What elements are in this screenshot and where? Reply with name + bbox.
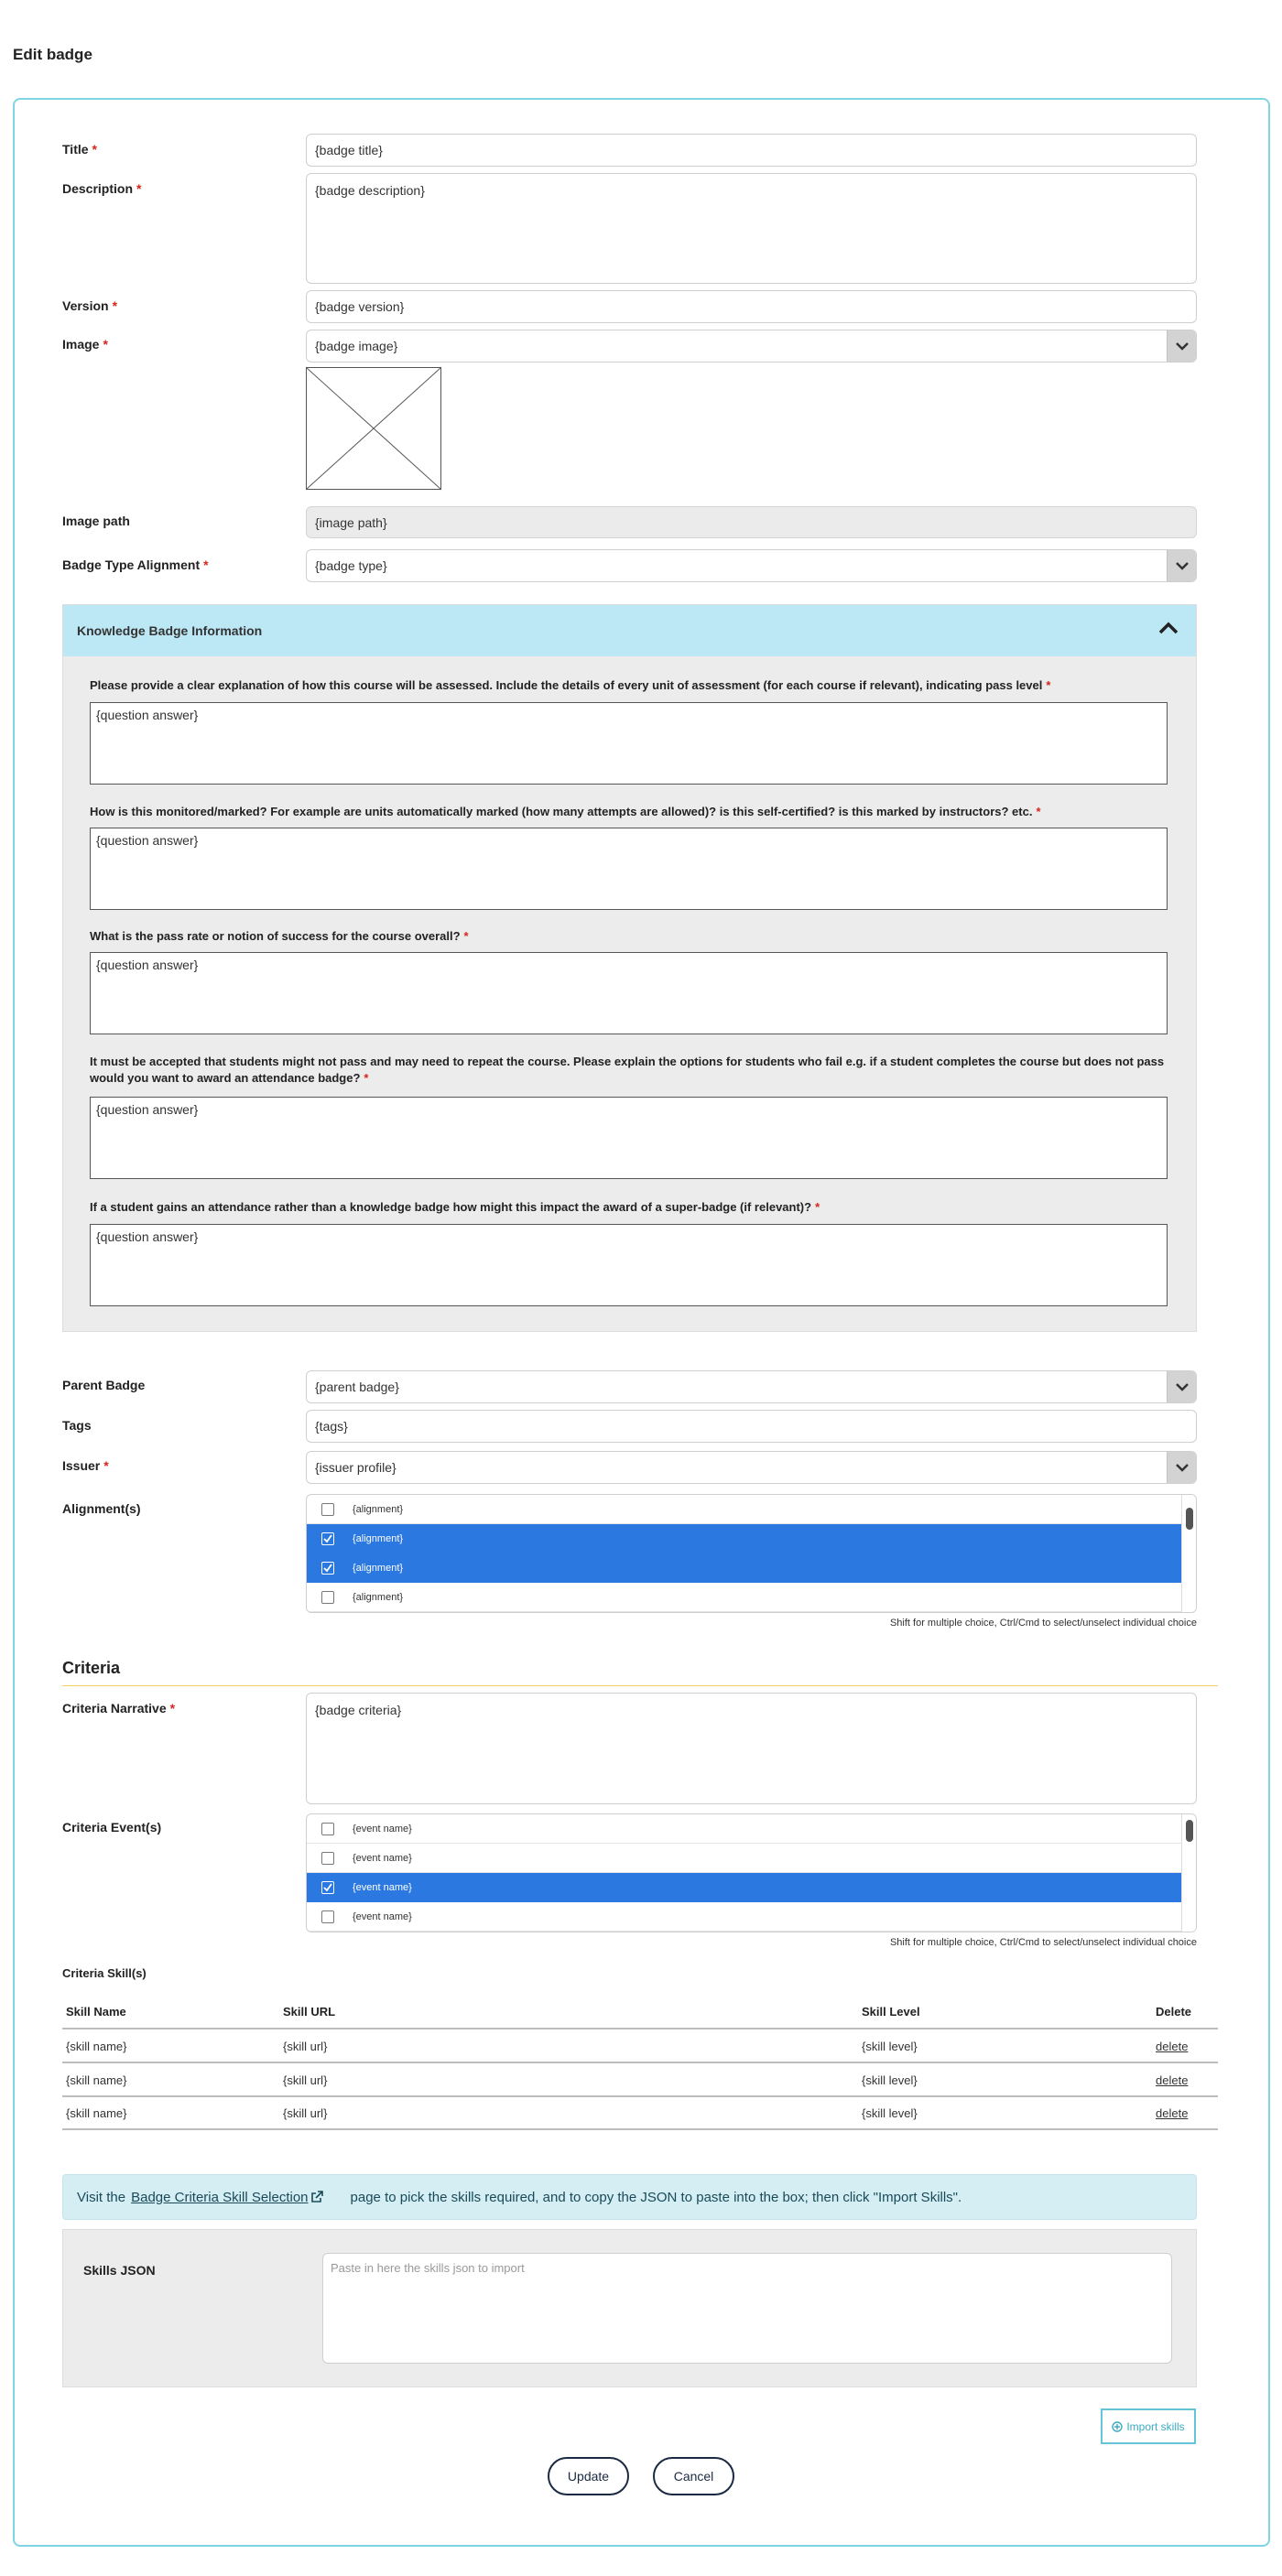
badge-criteria-skill-selection-link[interactable]: Badge Criteria Skill Selection <box>131 2189 309 2205</box>
check-icon <box>322 1533 333 1544</box>
parent-badge-select[interactable]: {parent badge} <box>306 1370 1197 1403</box>
column-header-skill-name: Skill Name <box>66 2005 126 2019</box>
version-label: Version * <box>62 298 118 313</box>
cancel-button[interactable]: Cancel <box>653 2457 734 2495</box>
event-option-label: {event name} <box>353 1881 412 1893</box>
criteria-events-multiselect[interactable] <box>306 1813 1197 1932</box>
checkbox[interactable] <box>321 1823 334 1835</box>
image-select[interactable]: {badge image} <box>306 330 1197 363</box>
check-icon <box>322 1882 333 1893</box>
event-option[interactable] <box>307 1902 1182 1932</box>
checkbox[interactable] <box>321 1591 334 1604</box>
checkbox[interactable] <box>321 1532 334 1545</box>
scrollbar-thumb[interactable] <box>1186 1820 1193 1842</box>
tags-label: Tags <box>62 1418 92 1433</box>
knowledge-badge-heading: Knowledge Badge Information <box>77 623 263 638</box>
badge-type-label: Badge Type Alignment * <box>62 557 209 572</box>
knowledge-badge-panel <box>62 604 1197 1332</box>
criteria-narrative-label: Criteria Narrative * <box>62 1701 176 1716</box>
alignment-option[interactable] <box>307 1553 1182 1583</box>
alignments-multiselect[interactable] <box>306 1494 1197 1613</box>
knowledge-badge-header[interactable] <box>63 605 1196 656</box>
plus-circle-icon <box>1112 2421 1123 2432</box>
alignment-option-label: {alignment} <box>353 1532 404 1544</box>
checkbox[interactable] <box>321 1562 334 1575</box>
update-button[interactable]: Update <box>548 2457 629 2495</box>
badge-image-placeholder <box>306 367 441 490</box>
event-option[interactable] <box>307 1814 1182 1844</box>
question-1-answer[interactable]: {question answer} <box>90 702 1168 785</box>
delete-skill-link[interactable]: delete <box>1156 2040 1189 2053</box>
delete-skill-link[interactable]: delete <box>1156 2106 1189 2120</box>
check-icon <box>322 1563 333 1574</box>
event-option[interactable] <box>307 1873 1182 1902</box>
question-3-answer[interactable]: {question answer} <box>90 952 1168 1034</box>
question-5-answer[interactable]: {question answer} <box>90 1224 1168 1306</box>
skill-level-cell: {skill level} <box>862 2040 918 2053</box>
skill-url-cell: {skill url} <box>283 2106 328 2120</box>
chevron-down-icon[interactable] <box>1167 1371 1196 1402</box>
skill-level-cell: {skill level} <box>862 2106 918 2120</box>
question-1-label: Please provide a clear explanation of how this course will be assessed. Include the details of every unit of assessment (for each course if relevant), indicating pass level * <box>90 678 1051 692</box>
image-path-input: {image path} <box>306 506 1197 538</box>
criteria-divider <box>62 1685 1218 1686</box>
skill-level-cell: {skill level} <box>862 2073 918 2087</box>
page-title: Edit badge <box>13 46 92 63</box>
alignment-option[interactable] <box>307 1495 1182 1524</box>
event-option-label: {event name} <box>353 1823 412 1835</box>
skills-json-panel <box>62 2229 1197 2387</box>
external-link-icon[interactable] <box>310 2191 323 2203</box>
skill-name-cell: {skill name} <box>66 2040 127 2053</box>
skills-json-label: Skills JSON <box>83 2263 156 2278</box>
criteria-skills-label: Criteria Skill(s) <box>62 1966 147 1980</box>
alignment-option-label: {alignment} <box>353 1562 404 1574</box>
question-3-label: What is the pass rate or notion of success for the course overall? * <box>90 929 469 943</box>
title-input[interactable]: {badge title} <box>306 134 1197 167</box>
skill-selection-info <box>62 2174 1197 2220</box>
parent-badge-label: Parent Badge <box>62 1378 146 1392</box>
alignment-option-label: {alignment} <box>353 1591 404 1603</box>
event-option-label: {event name} <box>353 1852 412 1864</box>
criteria-events-label: Criteria Event(s) <box>62 1820 162 1835</box>
scrollbar[interactable] <box>1181 1495 1196 1612</box>
issuer-label: Issuer * <box>62 1458 109 1473</box>
chevron-up-icon[interactable] <box>1157 621 1179 638</box>
table-row-divider <box>62 2095 1218 2097</box>
alignment-option-label: {alignment} <box>353 1503 404 1515</box>
question-2-answer[interactable]: {question answer} <box>90 828 1168 910</box>
question-2-label: How is this monitored/marked? For example are units automatically marked (how many attempts are allowed)? is this self-certified? is this marked by instructors? etc. * <box>90 805 1041 818</box>
skills-json-textarea[interactable]: Paste in here the skills json to import <box>322 2253 1172 2364</box>
alignment-option[interactable] <box>307 1524 1182 1553</box>
skill-name-cell: {skill name} <box>66 2106 127 2120</box>
version-input[interactable]: {badge version} <box>306 290 1197 323</box>
checkbox[interactable] <box>321 1503 334 1516</box>
column-header-skill-url: Skill URL <box>283 2005 336 2019</box>
scrollbar[interactable] <box>1181 1814 1196 1932</box>
checkbox[interactable] <box>321 1852 334 1865</box>
alignments-hint: Shift for multiple choice, Ctrl/Cmd to select/unselect individual choice <box>889 1618 1197 1629</box>
tags-input[interactable]: {tags} <box>306 1410 1197 1443</box>
image-path-label: Image path <box>62 514 130 528</box>
description-label: Description * <box>62 181 142 196</box>
question-4-label: It must be accepted that students might not pass and may need to repeat the course. Please explain the options for students who fail e.g. if a student completes the course but does not pass would you want to award an attendance badge? * <box>90 1055 1165 1085</box>
checkbox[interactable] <box>321 1881 334 1894</box>
skill-url-cell: {skill url} <box>283 2040 328 2053</box>
event-option-label: {event name} <box>353 1910 412 1922</box>
criteria-narrative-textarea[interactable]: {badge criteria} <box>306 1693 1197 1804</box>
import-skills-button[interactable] <box>1101 2408 1196 2444</box>
question-4-answer[interactable]: {question answer} <box>90 1097 1168 1179</box>
image-label: Image * <box>62 337 108 352</box>
import-skills-label: Import skills <box>1126 2419 1185 2433</box>
chevron-down-icon[interactable] <box>1167 330 1196 362</box>
table-row-divider <box>62 2128 1218 2130</box>
event-option[interactable] <box>307 1844 1182 1873</box>
info-prefix: Visit the <box>77 2189 126 2205</box>
info-suffix: page to pick the skills required, and to copy the JSON to paste into the box; then click "Import Skills". <box>350 2189 962 2205</box>
question-5-label: If a student gains an attendance rather than a knowledge badge how might this impact the award of a super-badge (if relevant)? * <box>90 1200 820 1214</box>
skill-url-cell: {skill url} <box>283 2073 328 2087</box>
column-header-skill-level: Skill Level <box>862 2005 920 2019</box>
description-textarea[interactable]: {badge description} <box>306 173 1197 284</box>
chevron-down-icon[interactable] <box>1167 550 1196 581</box>
skill-name-cell: {skill name} <box>66 2073 127 2087</box>
title-label: Title * <box>62 142 97 157</box>
column-header-delete: Delete <box>1156 2005 1192 2019</box>
table-row-divider <box>62 2062 1218 2063</box>
issuer-select[interactable]: {issuer profile} <box>306 1451 1197 1484</box>
criteria-heading: Criteria <box>62 1659 121 1677</box>
badge-type-select[interactable]: {badge type} <box>306 549 1197 582</box>
delete-skill-link[interactable]: delete <box>1156 2073 1189 2087</box>
chevron-down-icon[interactable] <box>1167 1452 1196 1483</box>
checkbox[interactable] <box>321 1910 334 1923</box>
alignment-option[interactable] <box>307 1583 1182 1612</box>
scrollbar-thumb[interactable] <box>1186 1508 1193 1530</box>
events-hint: Shift for multiple choice, Ctrl/Cmd to select/unselect individual choice <box>889 1937 1197 1948</box>
alignments-label: Alignment(s) <box>62 1501 141 1516</box>
table-header-divider <box>62 2028 1218 2029</box>
